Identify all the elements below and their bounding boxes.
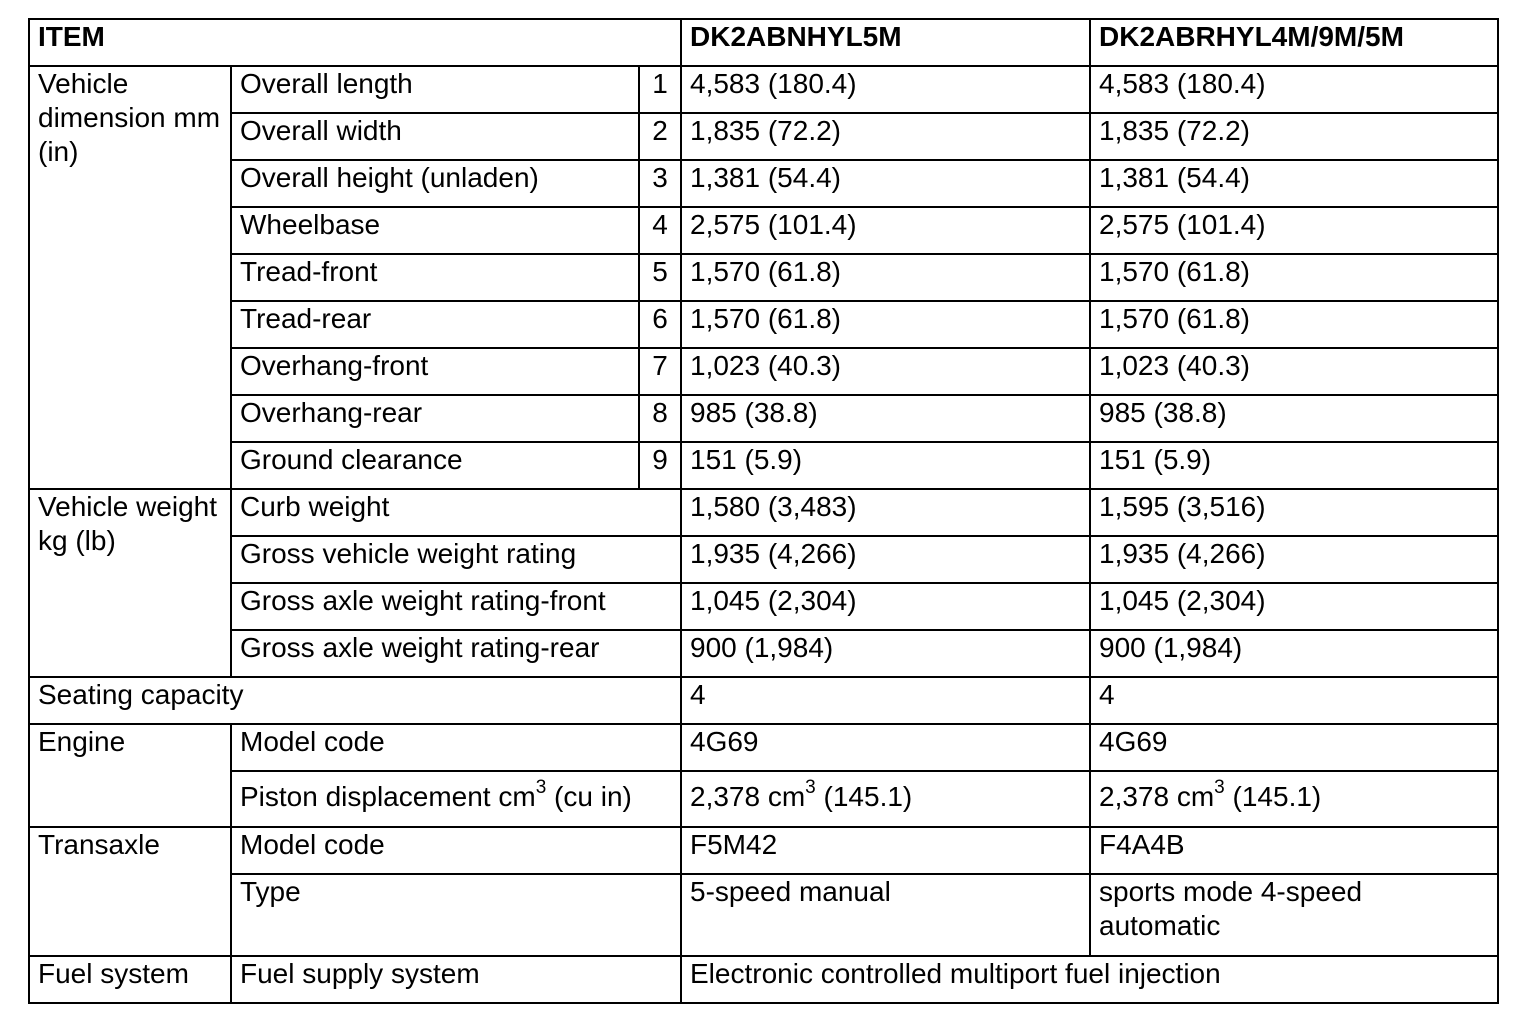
value-b: 1,570 (61.8) — [1090, 301, 1498, 348]
value-b: 900 (1,984) — [1090, 630, 1498, 677]
table-row — [29, 113, 1498, 160]
row-label: Wheelbase — [231, 207, 639, 254]
group-vehicle-dimension: Vehicle dimension mm (in) — [29, 66, 231, 489]
group-engine: Engine — [29, 724, 231, 827]
row-label: Gross axle weight rating-front — [231, 583, 681, 630]
value-a: 985 (38.8) — [681, 395, 1090, 442]
table-row — [29, 771, 1498, 827]
value-b: 1,381 (54.4) — [1090, 160, 1498, 207]
table-row — [29, 395, 1498, 442]
row-number: 6 — [639, 301, 681, 348]
row-number: 1 — [639, 66, 681, 113]
table-row — [29, 677, 1498, 724]
row-number: 3 — [639, 160, 681, 207]
value-a: 151 (5.9) — [681, 442, 1090, 489]
row-label: Overall height (unladen) — [231, 160, 639, 207]
value-b: 1,935 (4,266) — [1090, 536, 1498, 583]
displacement-label-unit: (cu in) — [546, 781, 632, 812]
table-row — [29, 630, 1498, 677]
displacement-b-unit: (145.1) — [1224, 781, 1322, 812]
value-b: 4,583 (180.4) — [1090, 66, 1498, 113]
table-row — [29, 66, 1498, 113]
group-vehicle-weight: Vehicle weight kg (lb) — [29, 489, 231, 677]
value-b: 1,570 (61.8) — [1090, 254, 1498, 301]
table-row — [29, 724, 1498, 771]
value-b: 1,595 (3,516) — [1090, 489, 1498, 536]
value-a: 1,580 (3,483) — [681, 489, 1090, 536]
displacement-label-text: Piston displacement cm — [240, 781, 536, 812]
row-number: 4 — [639, 207, 681, 254]
row-number: 9 — [639, 442, 681, 489]
table-row — [29, 254, 1498, 301]
group-transaxle: Transaxle — [29, 827, 231, 956]
table-row — [29, 583, 1498, 630]
row-number: 8 — [639, 395, 681, 442]
value-a: 1,935 (4,266) — [681, 536, 1090, 583]
header-model-a: DK2ABNHYL5M — [681, 19, 1090, 66]
value-b: 985 (38.8) — [1090, 395, 1498, 442]
table-row — [29, 160, 1498, 207]
table-row — [29, 442, 1498, 489]
table-row — [29, 536, 1498, 583]
row-label: Overhang-rear — [231, 395, 639, 442]
value-b: 1,045 (2,304) — [1090, 583, 1498, 630]
row-label: Overall width — [231, 113, 639, 160]
row-label: Tread-rear — [231, 301, 639, 348]
group-fuel-system: Fuel system — [29, 956, 231, 1003]
superscript: 3 — [535, 777, 547, 798]
row-label: Fuel supply system — [231, 956, 681, 1003]
value-a: 2,575 (101.4) — [681, 207, 1090, 254]
value-b: F4A4B — [1090, 827, 1498, 874]
value-b: 1,835 (72.2) — [1090, 113, 1498, 160]
row-label: Tread-front — [231, 254, 639, 301]
value-a: 1,570 (61.8) — [681, 254, 1090, 301]
displacement-b-value: 2,378 cm — [1099, 781, 1215, 812]
row-label: Type — [231, 874, 681, 956]
value-fuel-supply: Electronic controlled multiport fuel injection — [681, 956, 1498, 1003]
value-b — [1090, 771, 1498, 827]
table-row — [29, 956, 1498, 1003]
value-b: 151 (5.9) — [1090, 442, 1498, 489]
value-b: sports mode 4-speed automatic — [1090, 874, 1498, 956]
table-row — [29, 348, 1498, 395]
displacement-a-unit: (145.1) — [815, 781, 913, 812]
row-label: Seating capacity — [29, 677, 681, 724]
value-a: F5M42 — [681, 827, 1090, 874]
row-label: Curb weight — [231, 489, 681, 536]
row-label: Gross axle weight rating-rear — [231, 630, 681, 677]
header-model-b: DK2ABRHYL4M/9M/5M — [1090, 19, 1498, 66]
value-b: 1,023 (40.3) — [1090, 348, 1498, 395]
row-number: 7 — [639, 348, 681, 395]
row-label: Model code — [231, 827, 681, 874]
row-label: Model code — [231, 724, 681, 771]
value-a: 4G69 — [681, 724, 1090, 771]
spec-table — [28, 18, 1499, 1004]
row-number: 2 — [639, 113, 681, 160]
value-a — [681, 771, 1090, 827]
superscript: 3 — [1214, 777, 1225, 798]
superscript: 3 — [805, 777, 816, 798]
value-a: 5-speed manual — [681, 874, 1090, 956]
table-row — [29, 874, 1498, 956]
value-a: 1,570 (61.8) — [681, 301, 1090, 348]
row-label: Ground clearance — [231, 442, 639, 489]
table-row — [29, 301, 1498, 348]
value-b: 4 — [1090, 677, 1498, 724]
value-a: 4,583 (180.4) — [681, 66, 1090, 113]
row-label: Gross vehicle weight rating — [231, 536, 681, 583]
table-row — [29, 489, 1498, 536]
row-label: Overhang-front — [231, 348, 639, 395]
value-a: 4 — [681, 677, 1090, 724]
value-a: 900 (1,984) — [681, 630, 1090, 677]
value-a: 1,023 (40.3) — [681, 348, 1090, 395]
table-row — [29, 827, 1498, 874]
header-row — [29, 19, 1498, 66]
row-label: Overall length — [231, 66, 639, 113]
header-item: ITEM — [29, 19, 681, 66]
value-b: 2,575 (101.4) — [1090, 207, 1498, 254]
row-number: 5 — [639, 254, 681, 301]
row-label — [231, 771, 681, 827]
displacement-a-value: 2,378 cm — [690, 781, 806, 812]
table-row — [29, 207, 1498, 254]
value-a: 1,381 (54.4) — [681, 160, 1090, 207]
value-a: 1,835 (72.2) — [681, 113, 1090, 160]
value-b: 4G69 — [1090, 724, 1498, 771]
value-a: 1,045 (2,304) — [681, 583, 1090, 630]
